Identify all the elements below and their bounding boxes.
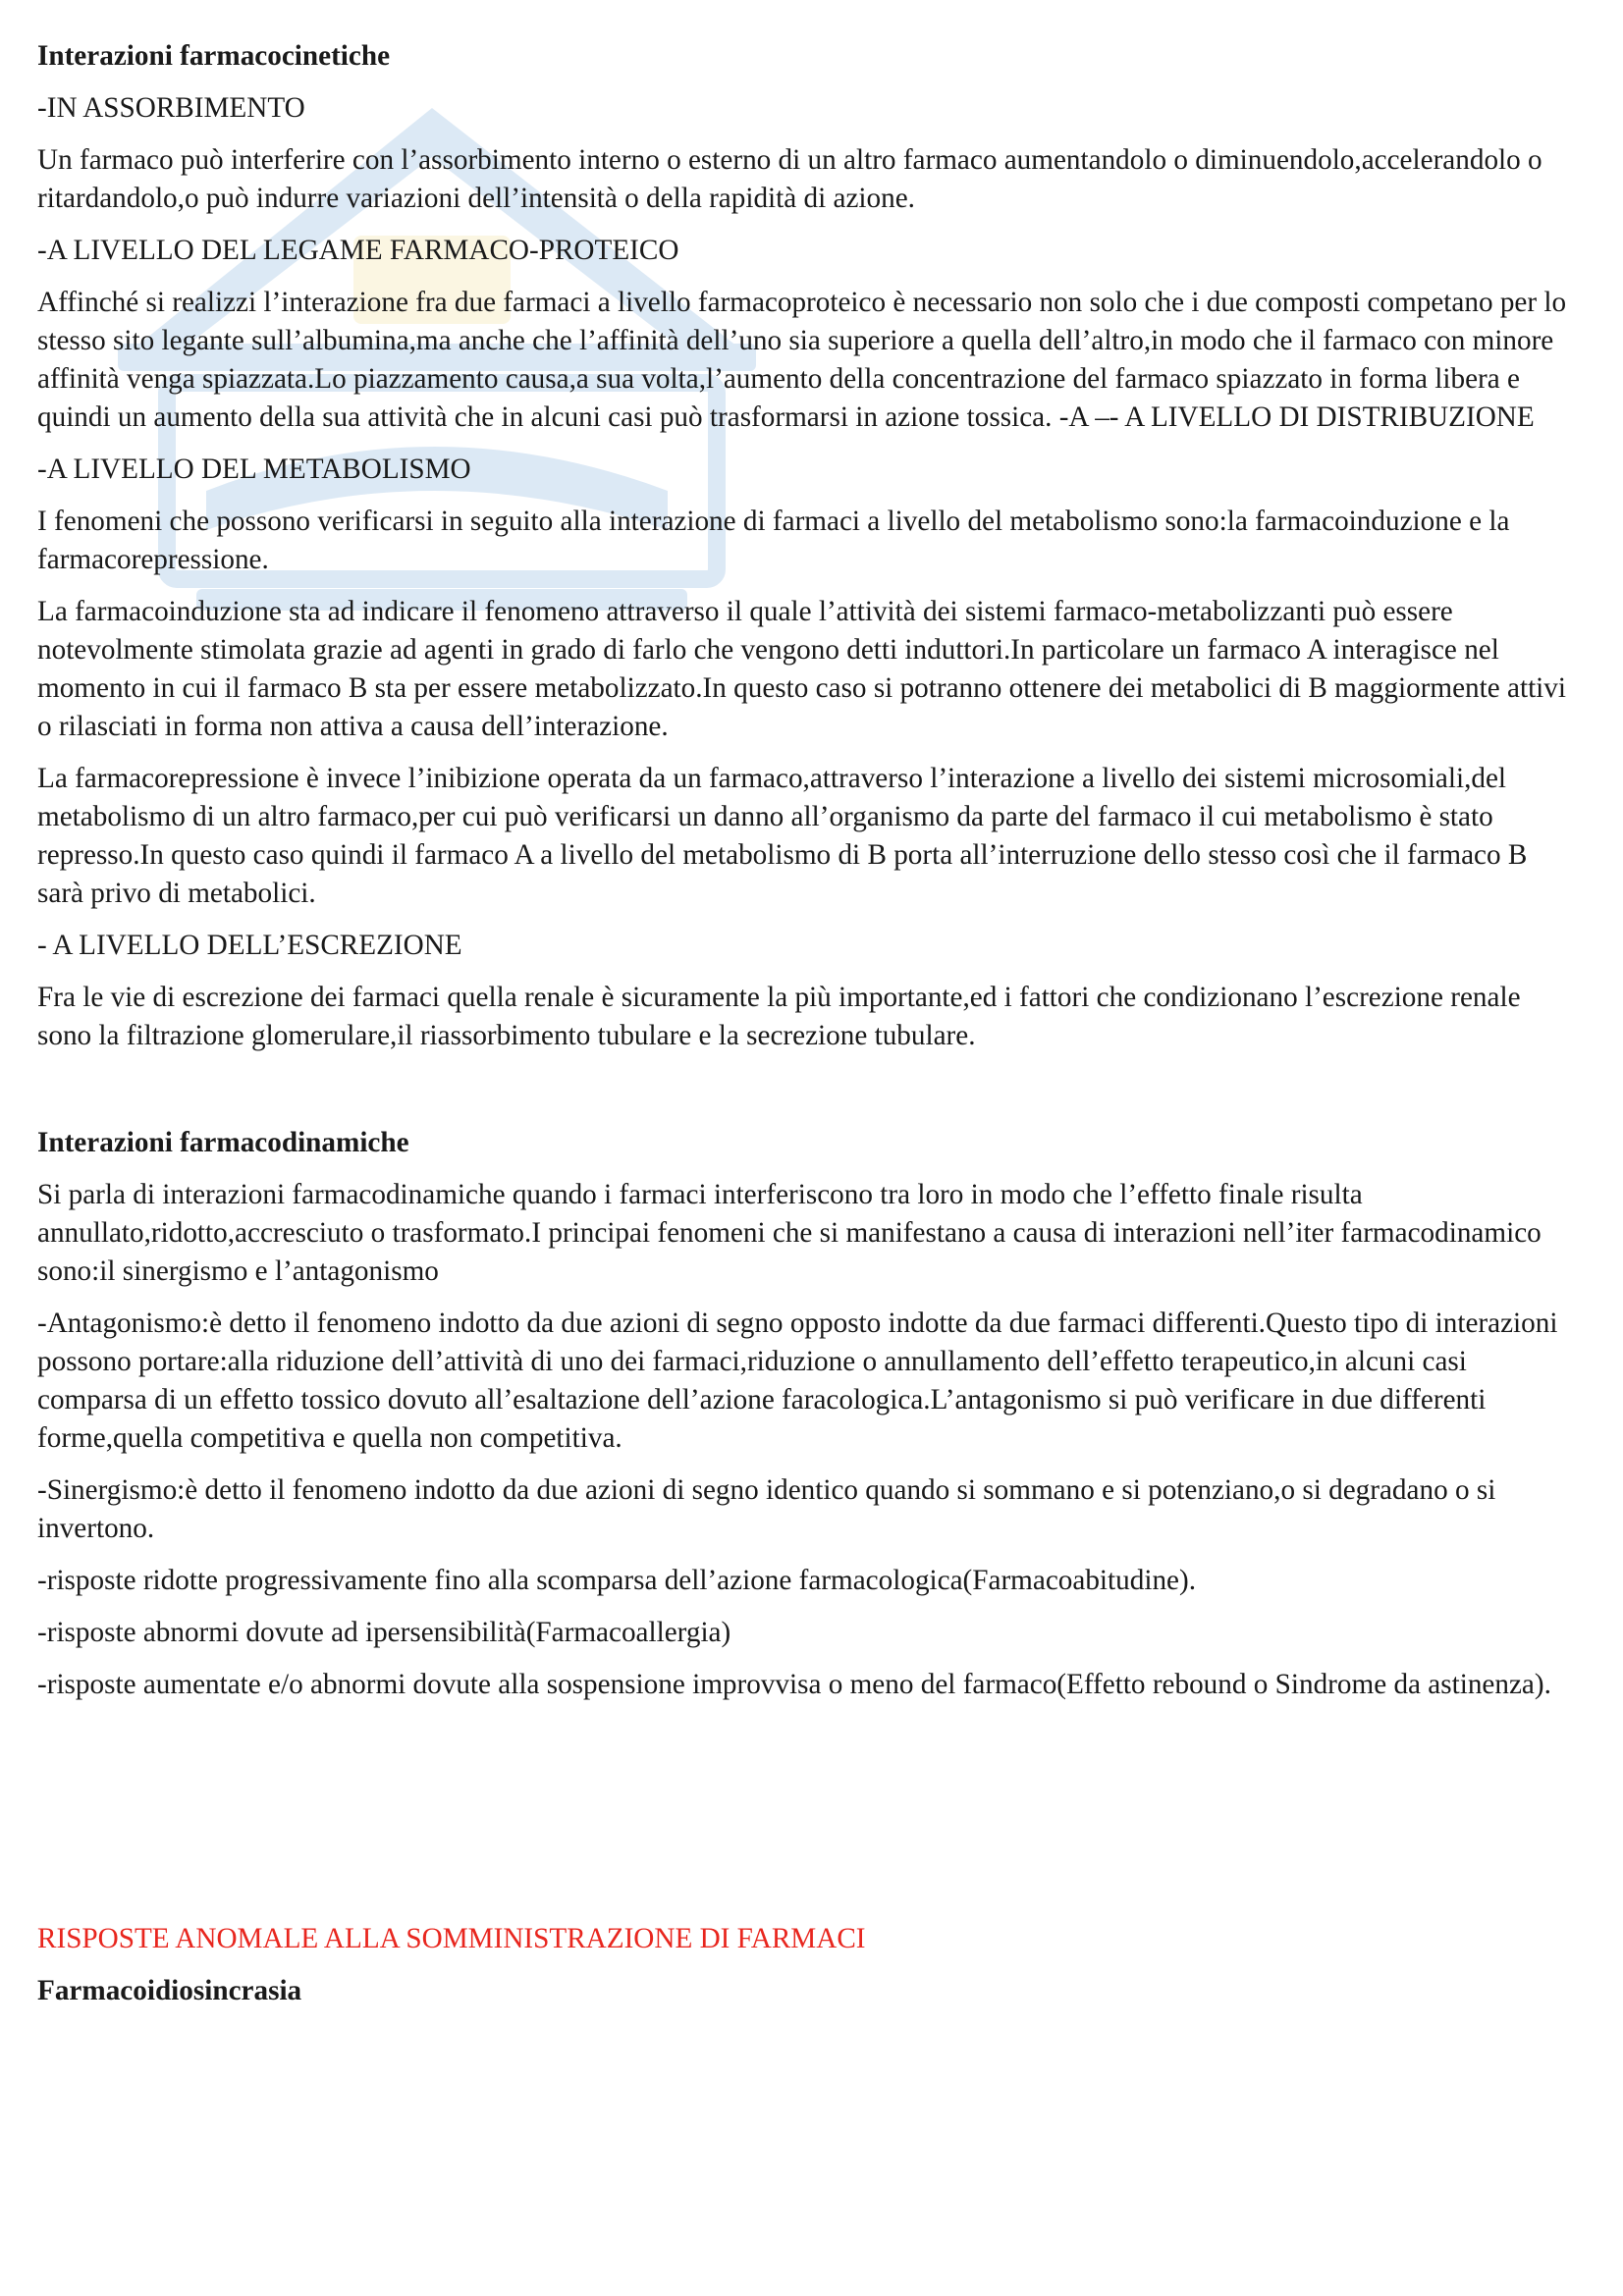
document-page bbox=[37, 37, 1569, 2010]
idiosyncrasy-title: Farmacoidiosincrasia bbox=[37, 1975, 302, 2006]
anomalous-responses-title: RISPOSTE ANOMALE ALLA SOMMINISTRAZIONE DI FARMACI bbox=[37, 1923, 866, 1954]
allergy-item: -risposte abnormi dovute ad ipersensibilità(Farmacoallergia) bbox=[37, 1617, 731, 1648]
excretion-paragraph: Fra le vie di escrezione dei farmaci quella renale è sicuramente la più importante,ed i fattori che condizionano l’escrezione renale sono la filtrazione glomerulare,il riassorbimento tubulare e la secrezione tubulare. bbox=[37, 982, 1521, 1051]
absorption-paragraph: Un farmaco può interferire con l’assorbimento interno o esterno di un altro farmaco aumentandolo o diminuendolo,accelerandolo o ritardandolo,o può indurre variazioni dell’intensità o della rapidità di azione. bbox=[37, 144, 1542, 214]
protein-binding-paragraph: Affinché si realizzi l’interazione fra due farmaci a livello farmacoproteico è necessario non solo che i due composti competano per lo stesso sito legante sull’albumina,ma anche che l’affinità dell’uno sia superiore a quella dell’altro,in modo che il farmaco con minore affinità venga spiazzata.Lo piazzamento causa,a sua volta,l’aumento della concentrazione del farmaco spiazzato in forma libera e quindi un aumento della sua attività che in alcuni casi può trasformarsi in azione tossica. -A –- A LIVELLO DI DISTRIBUZIONE bbox=[37, 287, 1567, 433]
synergism-paragraph: -Sinergismo:è detto il fenomeno indotto da due azioni di segno identico quando si sommano e si potenziano,o si degradano o si invertono. bbox=[37, 1474, 1496, 1544]
pharmacodynamic-paragraph: Si parla di interazioni farmacodinamiche quando i farmaci interferiscono tra loro in modo che l’effetto finale risulta annullato,ridotto,accresciuto o trasformato.I principai fenomeni che si manifestano a causa di interazioni nell’iter farmacodinamico sono:il sinergismo e l’antagonismo bbox=[37, 1179, 1542, 1287]
metabolism-heading: -A LIVELLO DEL METABOLISMO bbox=[37, 454, 471, 485]
rebound-item: -risposte aumentate e/o abnormi dovute alla sospensione improvvisa o meno del farmaco(Effetto rebound o Sindrome da astinenza). bbox=[37, 1669, 1551, 1700]
antagonism-paragraph: -Antagonismo:è detto il fenomeno indotto da due azioni di segno opposto indotte da due farmaci differenti.Questo tipo di interazioni possono portare:alla riduzione dell’attività di uno dei farmaci,riduzione o annullamento dell’effetto terapeutico,in alcuni casi comparsa di un effetto tossico dovuto all’esaltazione dell’azione faracologica.L’antagonismo si può verificare in due differenti forme,quella competitiva e quella non competitiva. bbox=[37, 1308, 1558, 1454]
pharmacokinetic-title: Interazioni farmacocinetiche bbox=[37, 40, 391, 72]
excretion-heading: - A LIVELLO DELL’ESCREZIONE bbox=[37, 930, 462, 961]
induction-paragraph: La farmacoinduzione sta ad indicare il fenomeno attraverso il quale l’attività dei sistemi farmaco-metabolizzanti può essere notevolmente stimolata grazie ad agenti in grado di farlo che vengono detti induttori.In particolare un farmaco A interagisce nel momento in cui il farmaco B sta per essere metabolizzato.In questo caso si potranno ottenere dei metabolici di B maggiormente attivi o rilasciati in forma non attiva a causa dell’interazione. bbox=[37, 596, 1566, 742]
repression-paragraph: La farmacorepressione è invece l’inibizione operata da un farmaco,attraverso l’interazione a livello dei sistemi microsomiali,del metabolismo di un altro farmaco,per cui può verificarsi un danno all’organismo da parte del farmaco il cui metabolismo è stato represso.In questo caso quindi il farmaco A a livello del metabolismo di B porta all’interruzione dello stesso così che il farmaco B sarà privo di metabolici. bbox=[37, 763, 1528, 909]
absorption-heading: -IN ASSORBIMENTO bbox=[37, 92, 305, 124]
habituation-item: -risposte ridotte progressivamente fino alla scomparsa dell’azione farmacologica(Farmacoabitudine). bbox=[37, 1565, 1197, 1596]
metabolism-paragraph: I fenomeni che possono verificarsi in seguito alla interazione di farmaci a livello del metabolismo sono:la farmacoinduzione e la farmacorepressione. bbox=[37, 506, 1510, 575]
protein-binding-heading: -A LIVELLO DEL LEGAME FARMACO-PROTEICO bbox=[37, 235, 679, 266]
pharmacodynamic-title: Interazioni farmacodinamiche bbox=[37, 1127, 409, 1158]
